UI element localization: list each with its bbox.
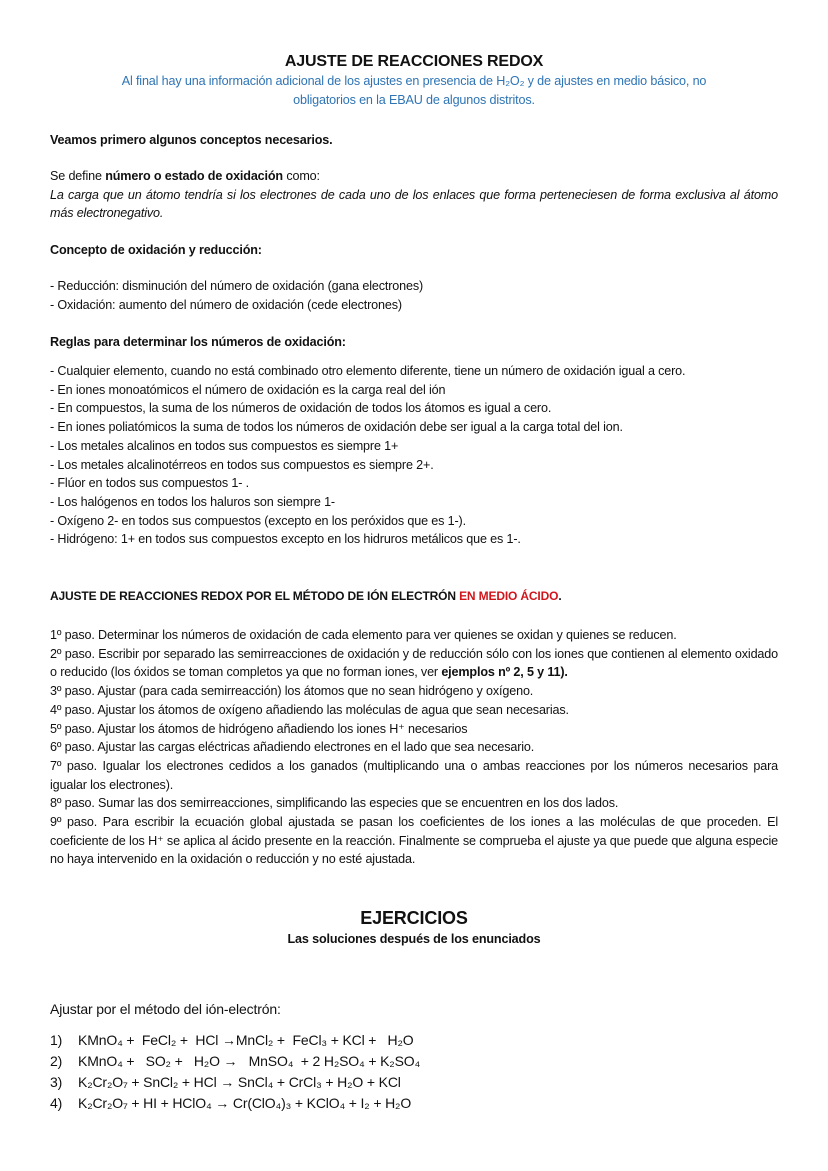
exercise-item <box>50 1030 778 1051</box>
list-item: - Cualquier elemento, cuando no está combinado otro elemento diferente, tiene un número de oxidación igual a cero. <box>50 364 686 378</box>
exercise-number: 1) <box>50 1032 63 1048</box>
step: 4º paso. Ajustar los átomos de oxígeno añadiendo las moléculas de agua que sean necesarias. <box>50 702 569 717</box>
definition-suffix: como: <box>282 169 320 183</box>
method-heading <box>50 587 778 606</box>
exercises-subtitle: Las soluciones después de los enunciados <box>287 932 541 946</box>
definition-text: La carga que un átomo tendría si los electrones de cada uno de los enlaces que forma perteneciesen de forma exclusiva al átomo más electronegativo. <box>50 187 778 221</box>
list-item: - Los metales alcalinotérreos en todos sus compuestos es siempre 2+. <box>50 457 434 472</box>
exercise-number: 2) <box>50 1053 63 1069</box>
list-item: - En iones monoatómicos el número de oxidación es la carga real del ión <box>50 382 446 397</box>
list-item: - En iones poliatómicos la suma de todos los números de oxidación debe ser igual a la carga total del ion. <box>50 420 623 435</box>
list-item: - Los halógenos en todos los haluros son siempre 1- <box>50 494 335 509</box>
exercise-equation: KMnO₄ + FeCl₂ + HCl →MnCl₂ + FeCl₃ + KCl + H₂O <box>78 1032 414 1048</box>
rules-heading: Reglas para determinar los números de oxidación: <box>50 335 346 349</box>
intro: Veamos primero algunos conceptos necesarios. <box>50 133 333 147</box>
exercise-equation: K₂Cr₂O₇ + SnCl₂ + HCl → SnCl₄ + CrCl₃ + H₂O + KCl <box>78 1074 401 1090</box>
list-item: - Oxidación: aumento del número de oxidación (cede electrones) <box>50 297 402 312</box>
exercise-item <box>50 1051 778 1072</box>
exercise-number: 3) <box>50 1074 63 1090</box>
exercises-title: EJERCICIOS <box>360 908 468 928</box>
definition-prefix: Se define <box>50 169 106 183</box>
step: 9º paso. Para escribir la ecuación global ajustada se pasan los coeficientes de los iones a las moléculas de que proceden. El coeficiente de los H⁺ se aplica al ácido presente en la reacción. Finalmente se comprueba el ajuste ya que puede que alguna especie no haya intervenido en la oxidación o reducción y no esté ajustada. <box>50 815 778 867</box>
exercise-item <box>50 1072 778 1093</box>
list-item: - Los metales alcalinos en todos sus compuestos es siempre 1+ <box>50 438 399 453</box>
list-item: - En compuestos, la suma de los números de oxidación de todos los átomos es igual a cero. <box>50 401 552 416</box>
page-title: AJUSTE DE REACCIONES REDOX <box>284 53 544 70</box>
list-item: - Oxígeno 2- en todos sus compuestos (excepto en los peróxidos que es 1-). <box>50 513 466 528</box>
step-text: 2º paso. Escribir por separado las semirreacciones de oxidación y de reducción sólo con los iones que contienen al elemento oxidado o reducido (los óxidos se toman completos ya que no forman iones, ver <box>50 646 778 680</box>
exercises-instruction: Ajustar por el método del ión-electrón: <box>50 1001 281 1017</box>
exercise-item <box>50 1093 778 1114</box>
header-note: Al final hay una información adicional de los ajustes en presencia de H₂O₂ y de ajustes en medio básico, no obligatorios en la EBAU de algunos distritos. <box>121 74 707 107</box>
header <box>50 52 778 109</box>
definition-term: número o estado de oxidación <box>105 169 283 183</box>
exercises-list <box>50 1030 778 1114</box>
exercise-equation: KMnO₄ + SO₂ + H₂O → MnSO₄ + 2 H₂SO₄ + K₂SO₄ <box>78 1053 421 1069</box>
step: 1º paso. Determinar los números de oxidación de cada elemento para ver quienes se oxidan y quienes se reducen. <box>50 628 677 642</box>
method-heading-end: . <box>558 589 562 603</box>
exercises-header <box>50 906 778 949</box>
steps-list <box>50 626 778 869</box>
step: 5º paso. Ajustar los átomos de hidrógeno añadiendo los iones H⁺ necesarios <box>50 721 468 736</box>
method-heading-highlight: EN MEDIO ÁCIDO <box>459 589 559 603</box>
step <box>50 645 778 682</box>
exercise-equation: K₂Cr₂O₇ + HI + HClO₄ → Cr(ClO₄)₃ + KClO₄ + I₂ + H₂O <box>78 1095 412 1111</box>
list-item: - Hidrógeno: 1+ en todos sus compuestos excepto en los hidruros metálicos que es 1-. <box>50 532 521 547</box>
step: 7º paso. Igualar los electrones cedidos a los ganados (multiplicando una o ambas reacciones por los números necesarios para igualar los electrones). <box>50 758 778 792</box>
step: 6º paso. Ajustar las cargas eléctricas añadiendo electrones en el lado que sea necesario. <box>50 740 535 755</box>
exercise-number: 4) <box>50 1095 63 1111</box>
step-examples: ejemplos nº 2, 5 y 11). <box>441 665 568 680</box>
rules-list <box>50 362 760 549</box>
list-item: - Reducción: disminución del número de oxidación (gana electrones) <box>50 279 424 293</box>
step: 8º paso. Sumar las dos semirreacciones, simplificando las especies que se encuentren en los dos lados. <box>50 796 619 811</box>
method-heading-text: AJUSTE DE REACCIONES REDOX POR EL MÉTODO DE IÓN ELECTRÓN <box>50 589 460 603</box>
list-item: - Flúor en todos sus compuestos 1- . <box>50 476 249 491</box>
concept-heading: Concepto de oxidación y reducción: <box>50 243 262 257</box>
definition <box>50 167 778 223</box>
concept-list <box>50 277 778 314</box>
step: 3º paso. Ajustar (para cada semirreacción) los átomos que no sean hidrógeno y oxígeno. <box>50 684 534 699</box>
